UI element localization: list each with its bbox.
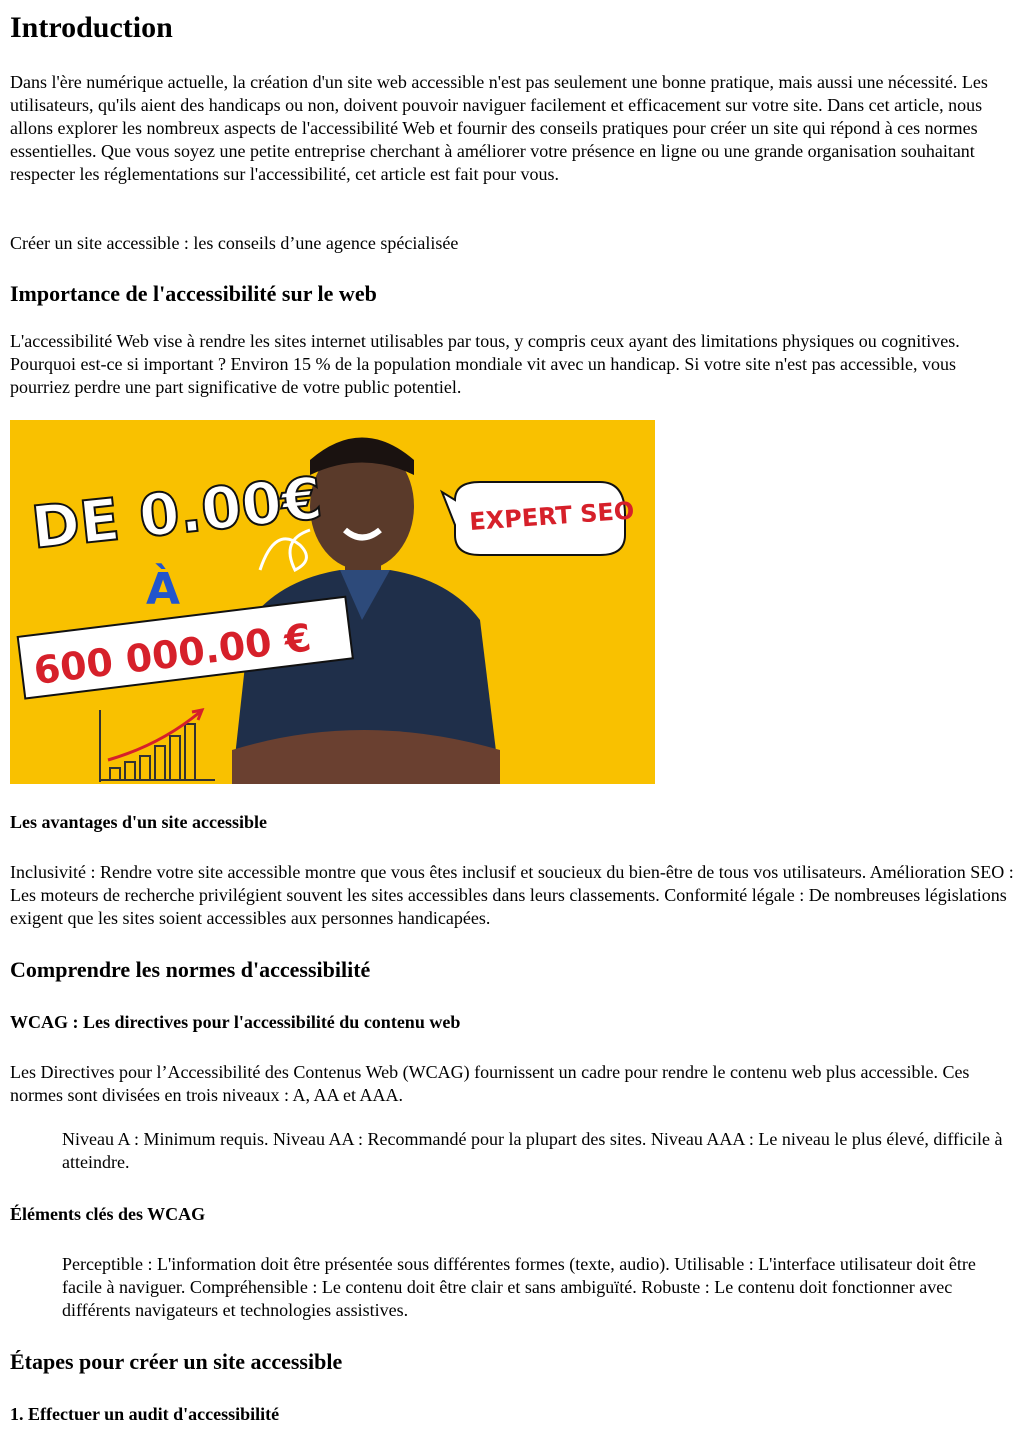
wcag-levels-quote: Niveau A : Minimum requis. Niveau AA : Recommandé pour la plupart des sites. Niveau AAA : Le niveau le plus élevé, difficile à atteindre. bbox=[62, 1129, 1003, 1172]
advantages-paragraph: Inclusivité : Rendre votre site accessible montre que vous êtes inclusif et soucieux du bien-être de tous vos utilisateurs. Amélioration SEO : Les moteurs de recherche privilégient souvent les sites accessibles dans leurs classements. Conformité légale : De nombreuses législations exigent que les sites soient accessibles aux personnes handicapées. bbox=[10, 862, 1014, 928]
section-heading-steps: Étapes pour créer un site accessible bbox=[10, 1349, 343, 1374]
subheading-step1: 1. Effectuer un audit d'accessibilité bbox=[10, 1404, 280, 1424]
growth-chart-icon bbox=[100, 710, 215, 782]
importance-paragraph: L'accessibilité Web vise à rendre les sites internet utilisables par tous, y compris ceux ayant des limitations physiques ou cognitives. Pourquoi est-ce si important ? Environ 15 % de la population mondiale vit avec un handicap. Si votre site n'est pas accessible, vous pourriez perdre une part significative de votre public potentiel. bbox=[10, 331, 960, 397]
section-heading-importance: Importance de l'accessibilité sur le web bbox=[10, 281, 377, 306]
hero-illustration bbox=[10, 420, 655, 784]
page-title: Introduction bbox=[10, 11, 173, 44]
subheading-wcag: WCAG : Les directives pour l'accessibilité du contenu web bbox=[10, 1012, 461, 1032]
section-heading-standards: Comprendre les normes d'accessibilité bbox=[10, 957, 371, 982]
subheading-key-elements: Éléments clés des WCAG bbox=[10, 1204, 206, 1224]
intro-paragraph: Dans l'ère numérique actuelle, la création d'un site web accessible n'est pas seulement une bonne pratique, mais aussi une nécessité. Les utilisateurs, qu'ils aient des handicaps ou non, doivent pouvoir naviguer facilement et efficacement sur votre site. Dans cet article, nous allons explorer les nombreux aspects de l'accessibilité Web et fournir des conseils pratiques pour créer un site qui répond à ces normes essentielles. Que vous soyez une petite entreprise cherchant à améliorer votre présence en ligne ou une grande organisation souhaitant respecter les réglementations sur l'accessibilité, cet article est fait pour vous. bbox=[10, 72, 988, 184]
article-link-text: Créer un site accessible : les conseils d’une agence spécialisée bbox=[10, 233, 459, 253]
hero-text-mid: À bbox=[146, 564, 181, 615]
hero-text-top: DE 0.00€ bbox=[28, 463, 326, 562]
section-heading-advantages: Les avantages d'un site accessible bbox=[10, 812, 268, 832]
hero-badge: EXPERT SEO bbox=[468, 496, 636, 536]
hero-image bbox=[10, 420, 655, 784]
hero-text-amount: 600 000.00 € bbox=[31, 615, 314, 694]
wcag-key-elements-quote: Perceptible : L'information doit être présentée sous différentes formes (texte, audio). Utilisable : L'interface utilisateur doit être facile à naviguer. Compréhensible : Le contenu doit être clair et sans ambiguïté. Robuste : Le contenu doit fonctionner avec différents navigateurs et technologies assistives. bbox=[62, 1254, 976, 1320]
wcag-paragraph: Les Directives pour l’Accessibilité des Contenus Web (WCAG) fournissent un cadre pour rendre le contenu web plus accessible. Ces normes sont divisées en trois niveaux : A, AA et AAA. bbox=[10, 1062, 970, 1105]
speech-bubble bbox=[442, 482, 635, 555]
